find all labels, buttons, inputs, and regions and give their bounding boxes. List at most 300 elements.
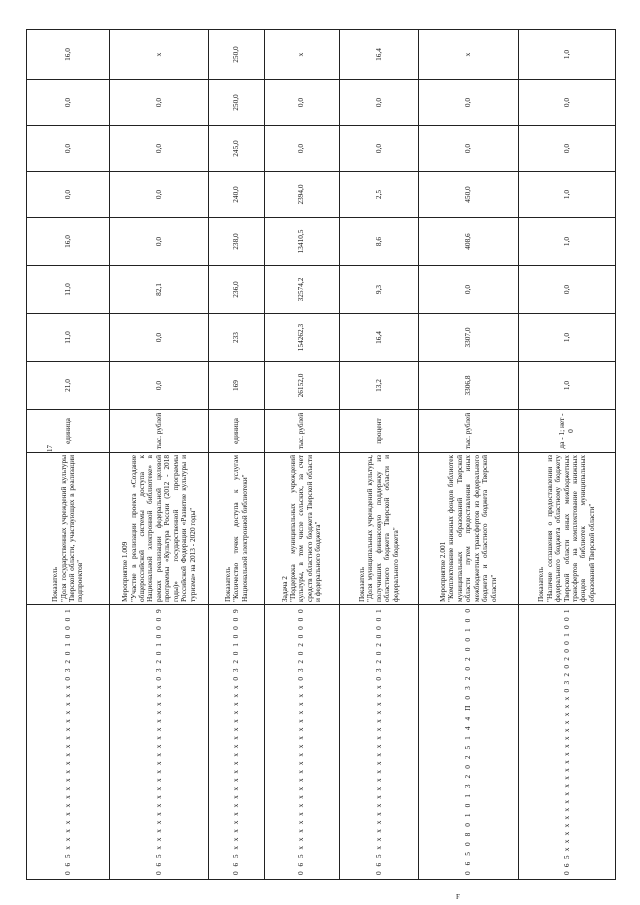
row-value: 82,1 xyxy=(109,266,208,314)
code-char: 2 xyxy=(62,660,72,664)
row-value: 0,0 xyxy=(339,80,419,126)
row-value: 3307,0 xyxy=(419,314,518,362)
code-char: x xyxy=(153,820,163,825)
code-char: 6 xyxy=(296,862,306,867)
code-char: 1 xyxy=(231,643,241,647)
code-char: x xyxy=(231,837,241,842)
row-value: 11,0 xyxy=(27,314,110,362)
row-description: Показатель "Доля государственных учреждений культуры Тверской области, участвующих в реализации подпроектов" xyxy=(27,453,110,605)
code-char: x xyxy=(231,778,241,783)
code-char: x xyxy=(231,795,241,799)
row-code xyxy=(419,605,518,880)
row-code xyxy=(109,605,208,880)
code-char: x xyxy=(561,784,571,788)
code-char: x xyxy=(153,812,163,816)
code-char: 5 xyxy=(561,855,571,860)
code-char: 3 xyxy=(296,668,306,673)
code-char: x xyxy=(296,786,306,791)
code-char: x xyxy=(561,831,571,836)
code-char: 0 xyxy=(231,626,241,630)
code-char: x xyxy=(373,829,383,833)
row-value: 0,0 xyxy=(27,172,110,218)
code-char: x xyxy=(62,727,72,732)
row-unit: тыс. рублей xyxy=(109,410,208,453)
code-char: x xyxy=(373,803,383,808)
code-char: x xyxy=(561,752,571,756)
code-char: 0 xyxy=(561,641,571,645)
row-description: Показатель "Доля муниципальных учреждений культуры, получивших финансовую поддержку из областного бюджета Тверской области и федерального бюджета" xyxy=(339,453,419,605)
code-char: 5 xyxy=(62,854,72,859)
code-char: x xyxy=(231,685,241,690)
row-value: 1,0 xyxy=(518,218,615,266)
code-char: x xyxy=(296,710,306,715)
row-unit: единица xyxy=(27,410,110,453)
row-value: 236,0 xyxy=(209,266,264,314)
code-char: x xyxy=(296,837,306,842)
table-row xyxy=(109,30,208,880)
code-char: 0 xyxy=(153,626,163,630)
row-value: 13410,5 xyxy=(264,218,339,266)
code-char: x xyxy=(296,845,306,850)
code-char: x xyxy=(561,823,571,828)
code-char: x xyxy=(373,845,383,850)
code-char: x xyxy=(62,693,72,698)
row-value: 154262,3 xyxy=(264,314,339,362)
row-description: Показатель "Наличие соглашения о предоставлении из федерального бюджета областному бюджету Тверской области иных межбюджетных трансфертов на комплектование книжных фондов библиотек муниципальных образований Тверской области" xyxy=(518,453,615,605)
code-char: 0 xyxy=(463,618,473,623)
table-row xyxy=(518,30,615,880)
code-char: 3 xyxy=(62,668,72,673)
code-char: x xyxy=(296,778,306,783)
code-char: 6 xyxy=(561,863,571,868)
code-char: 2 xyxy=(561,672,571,677)
code-char: x xyxy=(373,719,383,723)
code-char: x xyxy=(231,744,241,749)
code-char: 3 xyxy=(153,668,163,673)
row-value: 0,0 xyxy=(518,80,615,126)
row-value: x xyxy=(419,30,518,80)
code-char: x xyxy=(373,744,383,749)
row-value: 0,0 xyxy=(109,172,208,218)
row-value: 16,4 xyxy=(339,30,419,80)
row-value: 11,0 xyxy=(27,266,110,314)
code-char: x xyxy=(296,719,306,723)
code-char: x xyxy=(62,820,72,825)
row-value: 32574,2 xyxy=(264,266,339,314)
code-char: 2 xyxy=(373,643,383,647)
code-char: x xyxy=(561,847,571,852)
code-char: x xyxy=(62,829,72,833)
code-char: x xyxy=(231,812,241,816)
code-char: 0 xyxy=(296,871,306,875)
code-char: 0 xyxy=(373,626,383,630)
code-char: x xyxy=(231,736,241,740)
row-value: 0,0 xyxy=(27,80,110,126)
code-char: x xyxy=(231,786,241,791)
code-char: x xyxy=(153,786,163,791)
code-char: 0 xyxy=(463,871,473,875)
code-char: x xyxy=(296,685,306,690)
row-value: 0,0 xyxy=(109,218,208,266)
code-char: 0 xyxy=(62,651,72,656)
code-char: x xyxy=(231,803,241,808)
code-char: 6 xyxy=(373,862,383,867)
row-value: 0,0 xyxy=(419,80,518,126)
code-char: x xyxy=(296,803,306,808)
row-value: 0,0 xyxy=(264,126,339,172)
code-char: x xyxy=(153,837,163,842)
code-char: x xyxy=(561,776,571,780)
code-char: x xyxy=(153,744,163,749)
code-char: x xyxy=(153,761,163,766)
code-char: x xyxy=(62,744,72,749)
code-char: x xyxy=(561,791,571,796)
row-value: 0,0 xyxy=(109,126,208,172)
code-char: 1 xyxy=(62,609,72,613)
code-char: x xyxy=(153,719,163,723)
code-char: x xyxy=(561,768,571,772)
code-char: 0 xyxy=(296,609,306,613)
code-char: x xyxy=(296,727,306,732)
row-code xyxy=(27,605,110,880)
code-char: x xyxy=(62,702,72,706)
code-char: 5 xyxy=(463,852,473,856)
row-description: Задача 2 "Поддержка муниципальных учреждений культуры, в том числе сельских, за счет средств областного бюджета Тверской области и федерального бюджета" xyxy=(264,453,339,605)
code-char: x xyxy=(62,845,72,850)
row-value: 245,0 xyxy=(209,126,264,172)
row-value: 16,0 xyxy=(27,218,110,266)
code-char: x xyxy=(296,702,306,706)
code-char: x xyxy=(62,685,72,690)
row-value: x xyxy=(109,30,208,80)
code-char: x xyxy=(231,753,241,757)
code-char: 0 xyxy=(463,609,473,613)
code-char: x xyxy=(153,727,163,732)
row-value: 238,0 xyxy=(209,218,264,266)
row-code xyxy=(518,605,615,880)
code-char: 2 xyxy=(463,755,473,760)
code-char: x xyxy=(373,702,383,706)
code-char: x xyxy=(231,769,241,774)
code-char: 6 xyxy=(62,862,72,867)
code-char: 1 xyxy=(561,609,571,614)
code-char: x xyxy=(231,693,241,698)
code-char: 1 xyxy=(463,628,473,632)
code-char: 0 xyxy=(62,626,72,630)
row-value: 26152,0 xyxy=(264,362,339,410)
code-char: x xyxy=(561,760,571,764)
code-char: 0 xyxy=(62,617,72,622)
row-value: 0,0 xyxy=(109,80,208,126)
row-description: Показатель "Количество точек доступа к услугам Национальной электронной библиотеки" xyxy=(209,453,264,605)
row-value: 450,0 xyxy=(419,172,518,218)
code-char: x xyxy=(561,839,571,844)
code-char: x xyxy=(373,795,383,799)
code-char: x xyxy=(296,744,306,749)
code-char: 6 xyxy=(231,862,241,867)
row-value: x xyxy=(264,30,339,80)
row-value: 0,0 xyxy=(518,266,615,314)
row-value: 2394,0 xyxy=(264,172,339,218)
code-char: 0 xyxy=(296,626,306,630)
code-char: x xyxy=(62,719,72,723)
table-row xyxy=(339,30,419,880)
code-char: 1 xyxy=(561,633,571,637)
code-char: 0 xyxy=(561,617,571,621)
code-char: 0 xyxy=(153,634,163,639)
code-char: 0 xyxy=(463,823,473,827)
row-description: Мероприятие 2.001 "Комплектование книжных фондов библиотек муниципальных образований Тверской области путем предоставления иных межбюджетных трансфертов из федерального бюджета и областного бюджета Тверской области" xyxy=(419,453,518,605)
row-code xyxy=(264,605,339,880)
code-char: x xyxy=(62,837,72,842)
row-value: 13,2 xyxy=(339,362,419,410)
row-value: 250,0 xyxy=(209,30,264,80)
budget-table-rotated xyxy=(26,30,616,880)
code-char: 9 xyxy=(231,609,241,613)
code-char: 0 xyxy=(231,634,241,639)
code-char: x xyxy=(153,795,163,799)
code-char: x xyxy=(62,736,72,740)
code-char: 0 xyxy=(373,676,383,681)
code-char: 0 xyxy=(231,676,241,681)
code-char: 5 xyxy=(231,854,241,859)
code-char: 2 xyxy=(296,643,306,647)
row-value: 0,0 xyxy=(27,126,110,172)
code-char: x xyxy=(373,837,383,842)
row-value: 8,6 xyxy=(339,218,419,266)
bottom-stamp: Ϝ xyxy=(456,893,461,901)
code-char: 5 xyxy=(296,854,306,859)
code-char: 0 xyxy=(561,664,571,669)
code-char: 3 xyxy=(373,668,383,673)
code-char: x xyxy=(62,795,72,799)
code-char: x xyxy=(561,744,571,748)
code-char: x xyxy=(373,693,383,698)
row-value: 0,0 xyxy=(419,266,518,314)
code-char: 0 xyxy=(373,871,383,875)
code-char: 3 xyxy=(231,668,241,673)
code-char: x xyxy=(231,845,241,850)
code-char: 0 xyxy=(231,651,241,656)
code-char: 5 xyxy=(373,854,383,859)
code-char: x xyxy=(153,769,163,774)
code-char: x xyxy=(153,803,163,808)
code-char: 8 xyxy=(463,832,473,837)
code-char: 0 xyxy=(62,634,72,639)
code-char: x xyxy=(373,727,383,732)
code-char: x xyxy=(153,702,163,706)
row-unit: тыс. рублей xyxy=(264,410,339,453)
code-char: 0 xyxy=(463,637,473,642)
code-char: 0 xyxy=(561,871,571,875)
row-value: 0,0 xyxy=(419,126,518,172)
code-char: x xyxy=(231,719,241,723)
code-char: x xyxy=(561,807,571,812)
row-value: 21,0 xyxy=(27,362,110,410)
code-char: 3 xyxy=(561,680,571,685)
code-char: x xyxy=(153,685,163,690)
row-value: 0,0 xyxy=(518,126,615,172)
code-char: 0 xyxy=(153,617,163,622)
code-char: 0 xyxy=(561,688,571,693)
code-char: x xyxy=(373,736,383,740)
code-char: x xyxy=(231,761,241,766)
code-char: x xyxy=(296,761,306,766)
code-char: x xyxy=(62,778,72,783)
row-value: 3306,8 xyxy=(419,362,518,410)
code-char: 0 xyxy=(463,647,473,652)
code-char: 2 xyxy=(463,676,473,681)
code-char: x xyxy=(296,736,306,740)
row-value: 2,5 xyxy=(339,172,419,218)
code-char: x xyxy=(231,727,241,732)
code-char: x xyxy=(561,799,571,804)
table-row xyxy=(419,30,518,880)
row-value: 16,0 xyxy=(27,30,110,80)
code-char: x xyxy=(153,845,163,850)
code-char: x xyxy=(373,685,383,690)
row-value: 169 xyxy=(209,362,264,410)
code-char: x xyxy=(296,795,306,799)
code-char: x xyxy=(62,786,72,791)
row-value: 16,4 xyxy=(339,314,419,362)
code-char: 2 xyxy=(463,774,473,779)
code-char: x xyxy=(561,728,571,733)
row-description: Мероприятие 1.009 "Участие в реализации проекта «Создание общероссийской системы доступа к Национальной электронной библиотеке» в рамках реализации федеральной целевой программы «Культура России (2012 - 2018 годы)» государственной программы Российской Федерации «Развитие культуры и туризма» на 2013 - 2020 годы" xyxy=(109,453,208,605)
row-value: 1,0 xyxy=(518,30,615,80)
code-char: x xyxy=(561,704,571,709)
code-char: 1 xyxy=(463,813,473,818)
table-row xyxy=(264,30,339,880)
code-char: x xyxy=(296,820,306,825)
row-unit: процент xyxy=(339,410,419,453)
row-value: 1,0 xyxy=(518,172,615,218)
code-char: x xyxy=(373,812,383,816)
code-char: 0 xyxy=(62,871,72,875)
code-char: x xyxy=(62,710,72,715)
code-char: x xyxy=(62,761,72,766)
code-char: x xyxy=(296,693,306,698)
row-value: 233 xyxy=(209,314,264,362)
code-char: 0 xyxy=(373,617,383,622)
code-char: 2 xyxy=(373,660,383,664)
code-char: x xyxy=(62,803,72,808)
code-char: x xyxy=(561,696,571,701)
row-value: 1,0 xyxy=(518,362,615,410)
code-char: x xyxy=(153,736,163,740)
code-char: 2 xyxy=(296,660,306,664)
code-char: 0 xyxy=(296,676,306,681)
row-value: 0,0 xyxy=(339,126,419,172)
code-char: 3 xyxy=(463,686,473,690)
code-char: 1 xyxy=(153,643,163,647)
code-char: 6 xyxy=(463,861,473,866)
row-code xyxy=(339,605,419,880)
code-char: x xyxy=(373,778,383,783)
budget-table xyxy=(26,29,616,880)
code-char: x xyxy=(296,769,306,774)
code-char: 0 xyxy=(463,803,473,808)
code-char: 0 xyxy=(296,617,306,622)
page-number: 17 xyxy=(46,445,54,452)
code-char: x xyxy=(231,820,241,825)
code-char: x xyxy=(561,720,571,725)
code-char: x xyxy=(561,815,571,820)
code-char: 0 xyxy=(62,676,72,681)
code-char: x xyxy=(561,712,571,717)
code-char: 1 xyxy=(62,643,72,647)
code-char: x xyxy=(62,753,72,757)
row-code xyxy=(209,605,264,880)
code-char: 0 xyxy=(373,651,383,656)
code-char: 5 xyxy=(153,854,163,859)
code-char: x xyxy=(296,753,306,757)
row-unit: единица xyxy=(209,410,264,453)
code-char: x xyxy=(153,710,163,715)
row-value: 240,0 xyxy=(209,172,264,218)
code-char: 0 xyxy=(296,651,306,656)
code-char: 0 xyxy=(373,634,383,639)
code-char: 6 xyxy=(153,862,163,867)
code-char: 0 xyxy=(153,676,163,681)
code-char: 0 xyxy=(463,765,473,769)
table-row xyxy=(209,30,264,880)
row-value: 9,3 xyxy=(339,266,419,314)
code-char: x xyxy=(373,710,383,715)
code-char: 2 xyxy=(561,657,571,661)
code-char: 4 xyxy=(463,716,473,721)
code-char: x xyxy=(373,769,383,774)
code-char: x xyxy=(231,710,241,715)
code-char: x xyxy=(231,702,241,706)
code-char: 1 xyxy=(463,736,473,740)
row-value: 1,0 xyxy=(518,314,615,362)
row-value: 0,0 xyxy=(109,362,208,410)
code-char: 0 xyxy=(231,871,241,875)
code-char: 0 xyxy=(561,649,571,653)
code-char: 2 xyxy=(231,660,241,664)
code-char: 0 xyxy=(463,842,473,847)
code-char: 3 xyxy=(463,784,473,789)
code-char: x xyxy=(296,812,306,816)
code-char: 0 xyxy=(463,666,473,671)
code-char: x xyxy=(373,786,383,791)
code-char: 0 xyxy=(463,695,473,700)
code-char: x xyxy=(231,829,241,833)
code-char: x xyxy=(296,829,306,833)
table-row xyxy=(27,30,110,880)
code-char: 1 xyxy=(463,794,473,798)
code-char: 1 xyxy=(373,609,383,613)
code-char: 4 xyxy=(463,726,473,731)
code-char: x xyxy=(153,753,163,757)
row-value: 0,0 xyxy=(264,80,339,126)
code-char: x xyxy=(561,736,571,741)
row-unit: да - 1; нет - 0 xyxy=(518,410,615,453)
code-char: 0 xyxy=(231,617,241,622)
code-char: 0 xyxy=(561,625,571,629)
code-char: 0 xyxy=(153,651,163,656)
code-char: 5 xyxy=(463,745,473,750)
code-char: x xyxy=(62,769,72,774)
code-char: x xyxy=(373,753,383,757)
row-unit: тыс. рублей xyxy=(419,410,518,453)
code-char: x xyxy=(153,829,163,833)
row-value: 250,0 xyxy=(209,80,264,126)
code-char: 0 xyxy=(153,871,163,875)
code-char: x xyxy=(153,778,163,783)
code-char: 2 xyxy=(463,657,473,661)
